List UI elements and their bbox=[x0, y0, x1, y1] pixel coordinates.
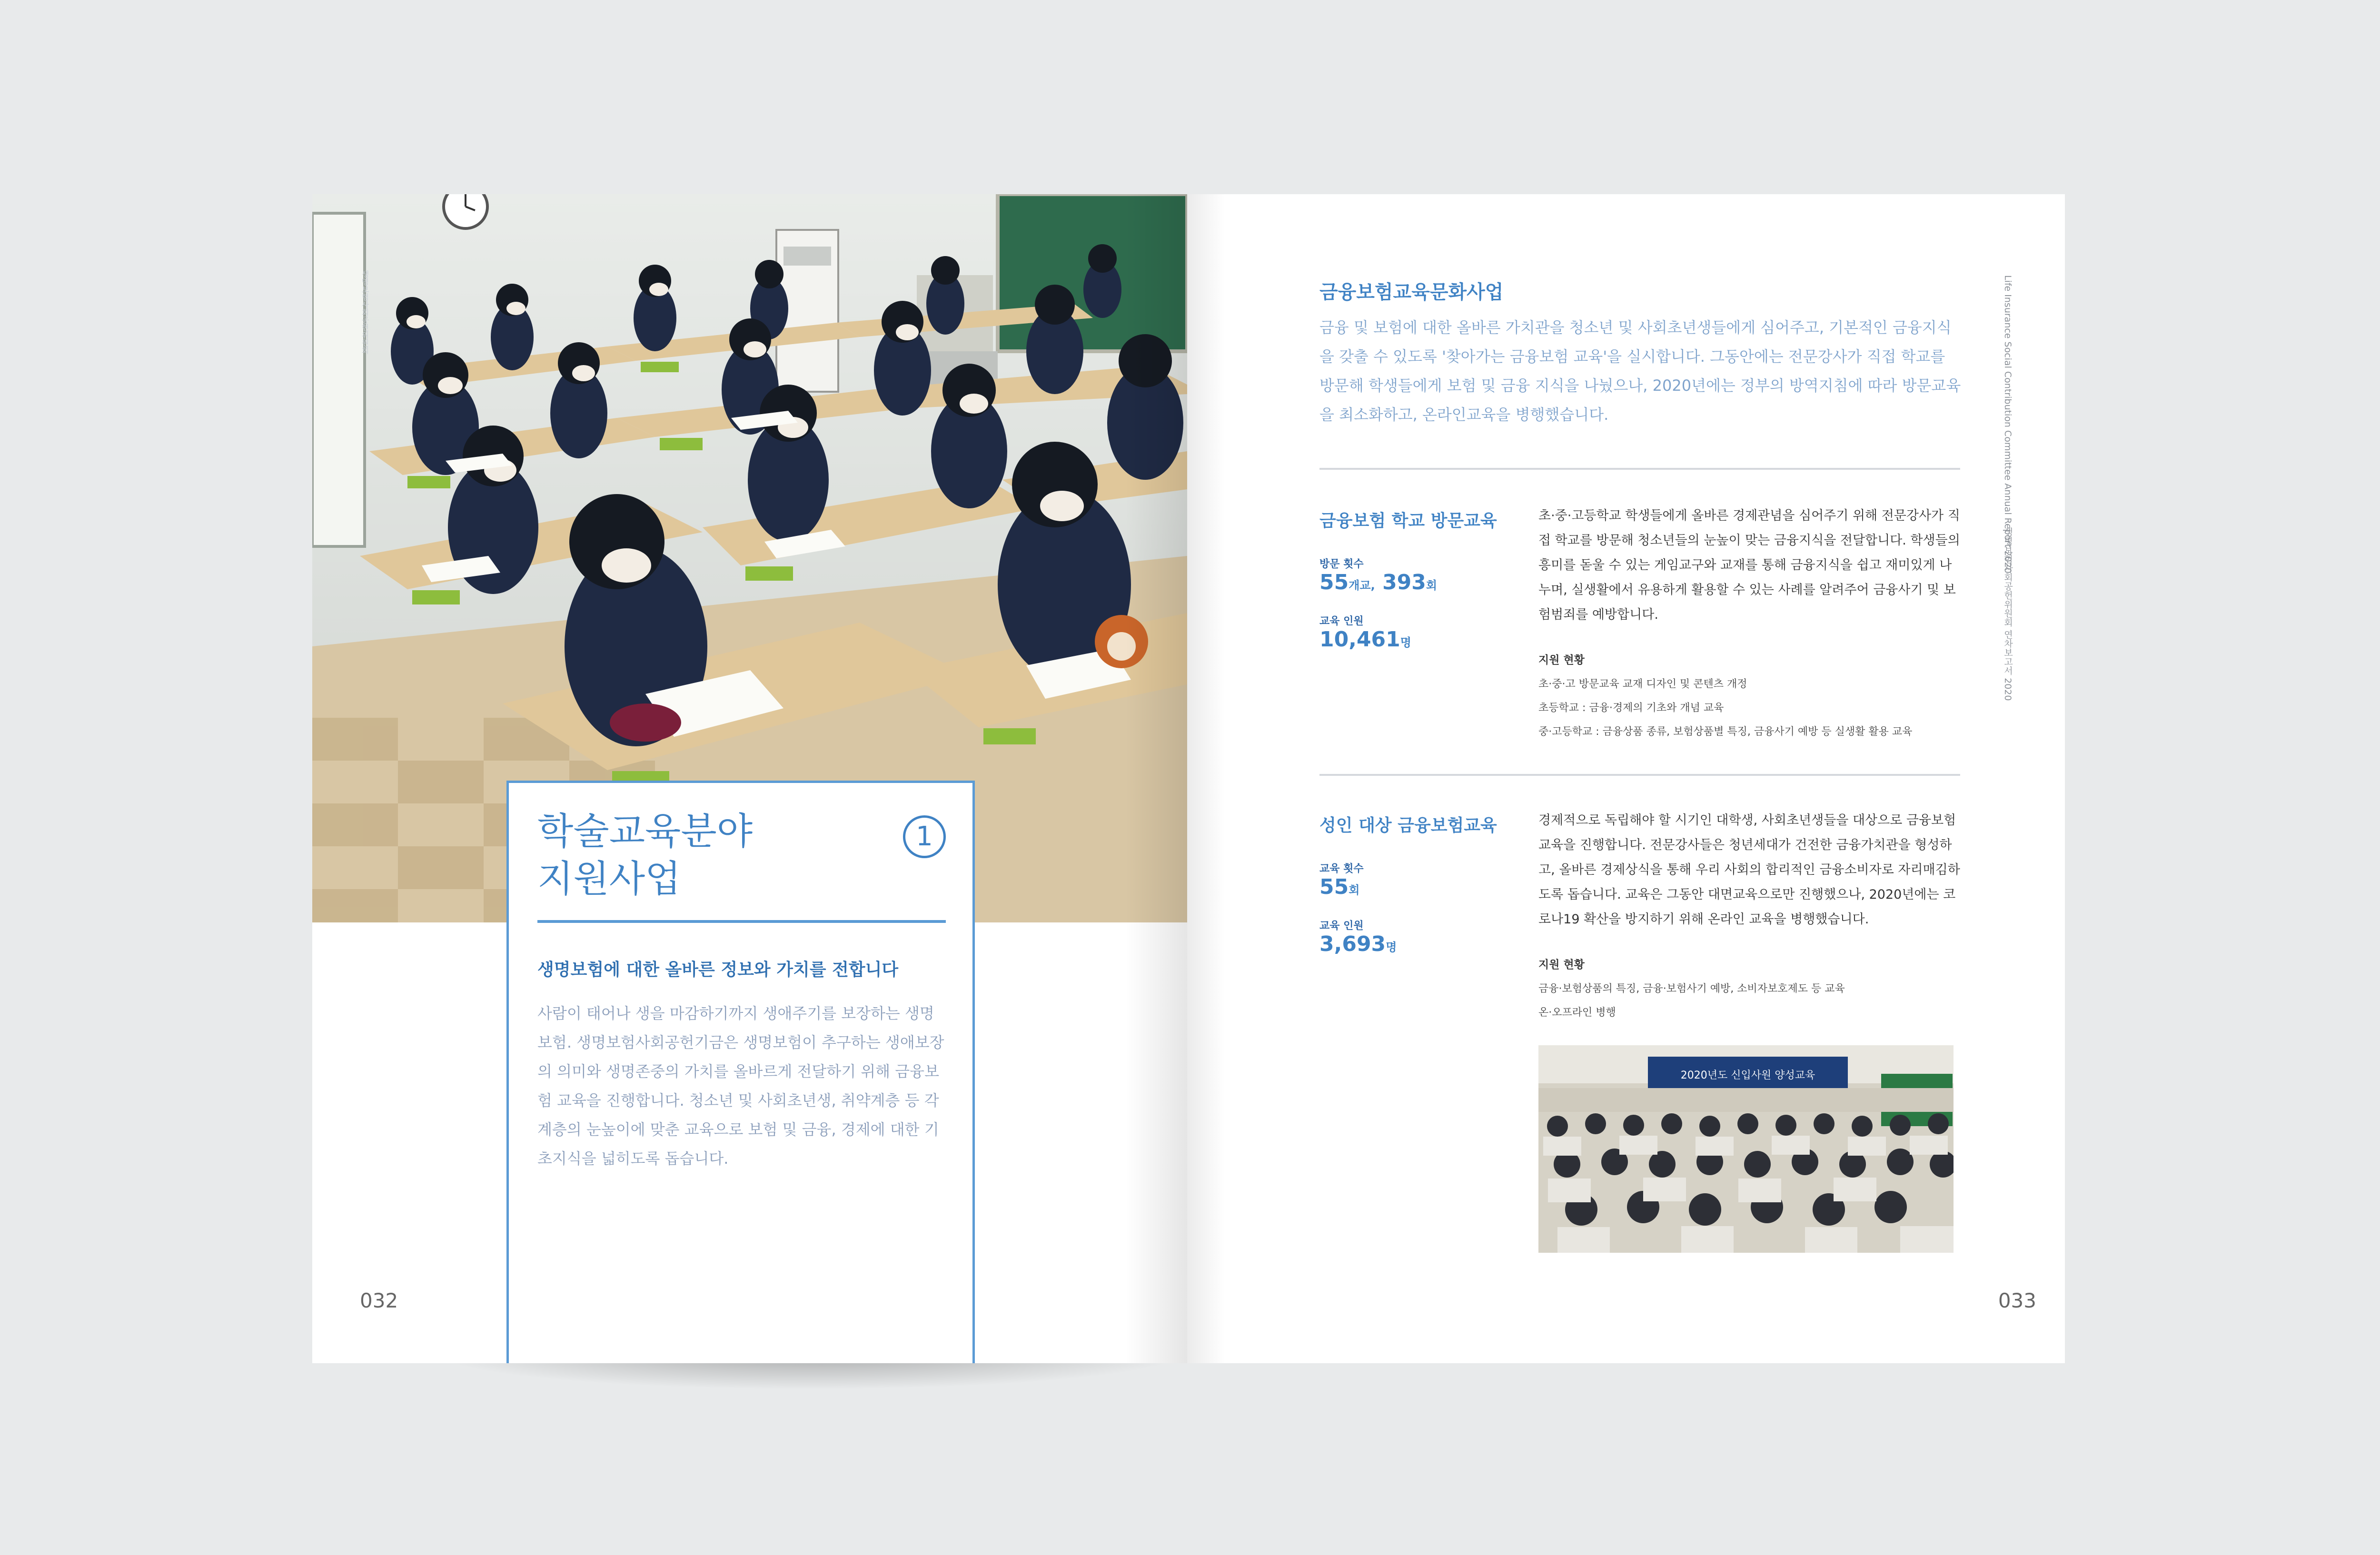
support-title: 지원 현황 bbox=[1538, 959, 1585, 971]
stat-value-people bbox=[1319, 627, 1411, 652]
section-title: 학술교육분야 지원사업 bbox=[537, 810, 753, 901]
page-number-right: 033 bbox=[1998, 1289, 2036, 1312]
divider-1 bbox=[1319, 468, 1960, 470]
page-number-left: 032 bbox=[360, 1289, 398, 1312]
support-title: 지원 현황 bbox=[1538, 654, 1585, 666]
block-title-school-visit: 금융보험 학교 방문교육 bbox=[1319, 511, 1497, 531]
block-description-adult-education: 경제적으로 독립해야 할 시기인 대학생, 사회초년생들을 대상으로 금융보험교육을 진행합니다. 전문강사들은 청년세대가 건전한 금융가치관을 형성하고, 올바른 경제상식을 통해 우리 사회의 합리적인 금융소비자로 자리매김하도록 돕습니다. 교육은 그동안 대면교육으로만 진행했으나, 2020년에는 코로나19 확산을 방지하기 위해 온라인 교육을 병행했습니다. bbox=[1538, 813, 1960, 927]
banner-text: 2020년도 신입사원 양성교육 bbox=[1680, 1070, 1815, 1081]
stat-sessions-count: 55 bbox=[1319, 875, 1349, 899]
vertical-title-ko: 생명보험사회공헌위원회 연차보고서 2020 bbox=[2003, 527, 2013, 701]
stat-unit-times: 회 bbox=[1426, 579, 1438, 592]
stat-label-visits: 방문 횟수 bbox=[1319, 558, 1364, 570]
support-item: 초등학교 : 금융·경제의 기초와 개념 교육 bbox=[1538, 702, 1724, 714]
support-item: 온·오프라인 병행 bbox=[1538, 1007, 1616, 1019]
section-divider bbox=[537, 920, 946, 923]
section-subtitle: 생명보험에 대한 올바른 정보와 가치를 전합니다 bbox=[537, 960, 899, 980]
vertical-title-en: Life Insurance Social Contribution Committee Annual Report 2020 bbox=[2003, 275, 2013, 574]
stat-unit-schools: 개교, bbox=[1349, 579, 1375, 592]
left-page bbox=[312, 194, 1187, 1363]
stat-people-count: 3,693 bbox=[1319, 932, 1386, 956]
stat-label-people: 교육 인원 bbox=[1319, 920, 1364, 932]
stat-visits-count: 393 bbox=[1382, 570, 1426, 594]
stat-value-people bbox=[1319, 932, 1397, 956]
stat-label-people: 교육 인원 bbox=[1319, 615, 1364, 627]
section-intro: 금융 및 보험에 대한 올바른 가치관을 청소년 및 사회초년생들에게 심어주고, 기본적인 금융지식을 갖출 수 있도록 '찾아가는 금융보험 교육'을 실시합니다. 그동안에는 전문강사가 직접 학교를 방문해 학생들에게 보험 및 금융 지식을 나눴으나, 2020년에는 정부의 방역지침에 따라 방문교육을 최소화하고, 온라인교육을 병행했습니다. bbox=[1319, 318, 1961, 424]
right-page bbox=[1187, 194, 2065, 1363]
stat-value-sessions bbox=[1319, 875, 1359, 899]
section-heading: 금융보험교육문화사업 bbox=[1319, 281, 1504, 303]
block-description-school-visit: 초·중·고등학교 학생들에게 올바른 경제관념을 심어주기 위해 전문강사가 직접 학교를 방문해 청소년들의 눈높이 맞는 금융지식을 전달합니다. 학생들의 흥미를 돋울 수 있는 게임교구와 교재를 통해 금융지식을 쉽고 재미있게 나누며, 실생활에서 유용하게 활용할 수 있는 사례를 알려주어 금융사기 및 보험범죄를 예방합니다. bbox=[1538, 508, 1960, 622]
support-item: 초·중·고 방문교육 교재 디자인 및 콘텐츠 개정 bbox=[1538, 678, 1747, 690]
stat-unit-people: 명 bbox=[1386, 941, 1397, 954]
stat-label-sessions: 교육 횟수 bbox=[1319, 863, 1364, 875]
section-number-badge: 1 bbox=[903, 815, 946, 858]
divider-2 bbox=[1319, 774, 1960, 776]
stat-visits-schools: 55 bbox=[1319, 570, 1349, 594]
stat-people-count: 10,461 bbox=[1319, 627, 1400, 652]
lecture-hall-photo bbox=[1538, 1045, 1954, 1253]
section-card bbox=[506, 781, 975, 1363]
support-item: 중·고등학교 : 금융상품 종류, 보험상품별 특징, 금융사기 예방 등 실생활 활용 교육 bbox=[1538, 726, 1913, 738]
stat-value-visits bbox=[1319, 570, 1437, 594]
side-vertical-text: 생명보험사회공헌위원회 bbox=[360, 270, 369, 354]
support-item: 금융·보험상품의 특징, 금융·보험사기 예방, 소비자보호제도 등 교육 bbox=[1538, 983, 1845, 995]
stat-unit-people: 명 bbox=[1400, 636, 1411, 649]
block-title-adult-education: 성인 대상 금융보험교육 bbox=[1319, 816, 1497, 835]
section-body: 사람이 태어나 생을 마감하기까지 생애주기를 보장하는 생명보험. 생명보험사회공헌기금은 생명보험이 추구하는 생애보장의 의미와 생명존중의 가치를 올바르게 전달하기 위해 금융보험 교육을 진행합니다. 청소년 및 사회초년생, 취약계층 등 각 계층의 눈높이에 맞춘 교육으로 보험 및 금융, 경제에 대한 기초지식을 넓히도록 돕습니다. bbox=[537, 1004, 944, 1168]
stat-unit-times: 회 bbox=[1349, 883, 1360, 897]
